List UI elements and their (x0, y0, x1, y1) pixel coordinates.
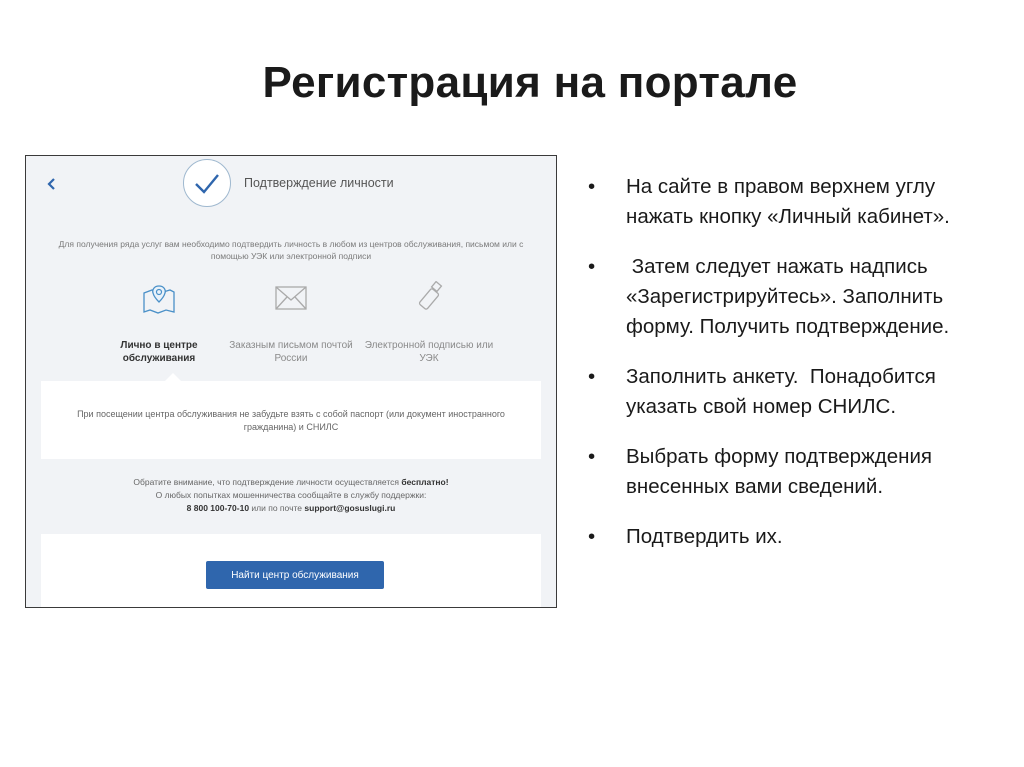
identity-confirmation-title: Подтверждение личности (244, 176, 394, 190)
bullet-mark: • (588, 175, 596, 198)
bullet-mark: • (588, 445, 596, 468)
option-mail[interactable] (226, 281, 356, 365)
bullet-mark: • (588, 525, 596, 548)
list-item: • Выбрать форму подтверждения внесенных вами сведений. (588, 442, 1008, 502)
back-chevron-icon[interactable] (46, 176, 58, 192)
list-item: • Заполнить анкету. Понадобится указать свой номер СНИЛС. (588, 362, 1008, 422)
notice-free-label: бесплатно! (401, 477, 449, 487)
free-service-notice (41, 459, 541, 534)
notice-line1: Обратите внимание, что подтверждение личности осуществляется (133, 477, 399, 487)
notice-line2: О любых попытках мошенничества сообщайте в службу поддержки: (155, 490, 427, 500)
usb-key-icon (410, 281, 448, 315)
bullet-mark: • (588, 255, 596, 278)
list-item: • На сайте в правом верхнем углу нажать кнопку «Личный кабинет». (588, 172, 1008, 232)
option-label: Лично в центре обслуживания (120, 340, 198, 364)
support-email[interactable]: support@gosuslugi.ru (304, 503, 396, 513)
notice-or-mail: или по почте (251, 503, 303, 513)
list-item: • Затем следует нажать надпись «Зарегистрируйтесь». Заполнить форму. Получить подтверждение. (588, 252, 1008, 342)
passport-reminder-text: При посещении центра обслуживания не забудьте взять с собой паспорт (или документ иностранного гражданина) и СНИЛС (77, 409, 505, 432)
in-person-info-panel (41, 381, 541, 459)
instruction-list (588, 172, 1008, 572)
checkmark-circle-icon (183, 159, 231, 207)
gosuslugi-screenshot (25, 155, 557, 608)
slide-title: Регистрация на портале (262, 58, 798, 107)
option-label: Электронной подписью или УЭК (364, 340, 494, 364)
bullet-mark: • (588, 365, 596, 388)
map-pin-icon (140, 281, 178, 315)
support-phone[interactable]: 8 800 100-70-10 (186, 503, 250, 513)
find-service-center-button[interactable]: Найти центр обслуживания (206, 561, 384, 589)
option-label: Заказным письмом почтой России (229, 340, 353, 364)
envelope-icon (272, 281, 310, 315)
screenshot-header (26, 156, 556, 218)
option-in-person[interactable] (94, 281, 224, 365)
option-e-signature[interactable] (364, 281, 494, 365)
action-panel (41, 534, 541, 608)
intro-text: Для получения ряда услуг вам необходимо подтвердить личность в любом из центров обслуживания, письмом или с помощью УЭК или электронной подписи (58, 239, 524, 261)
panel-pointer (165, 373, 181, 381)
list-item: • Подтвердить их. (588, 522, 1008, 552)
